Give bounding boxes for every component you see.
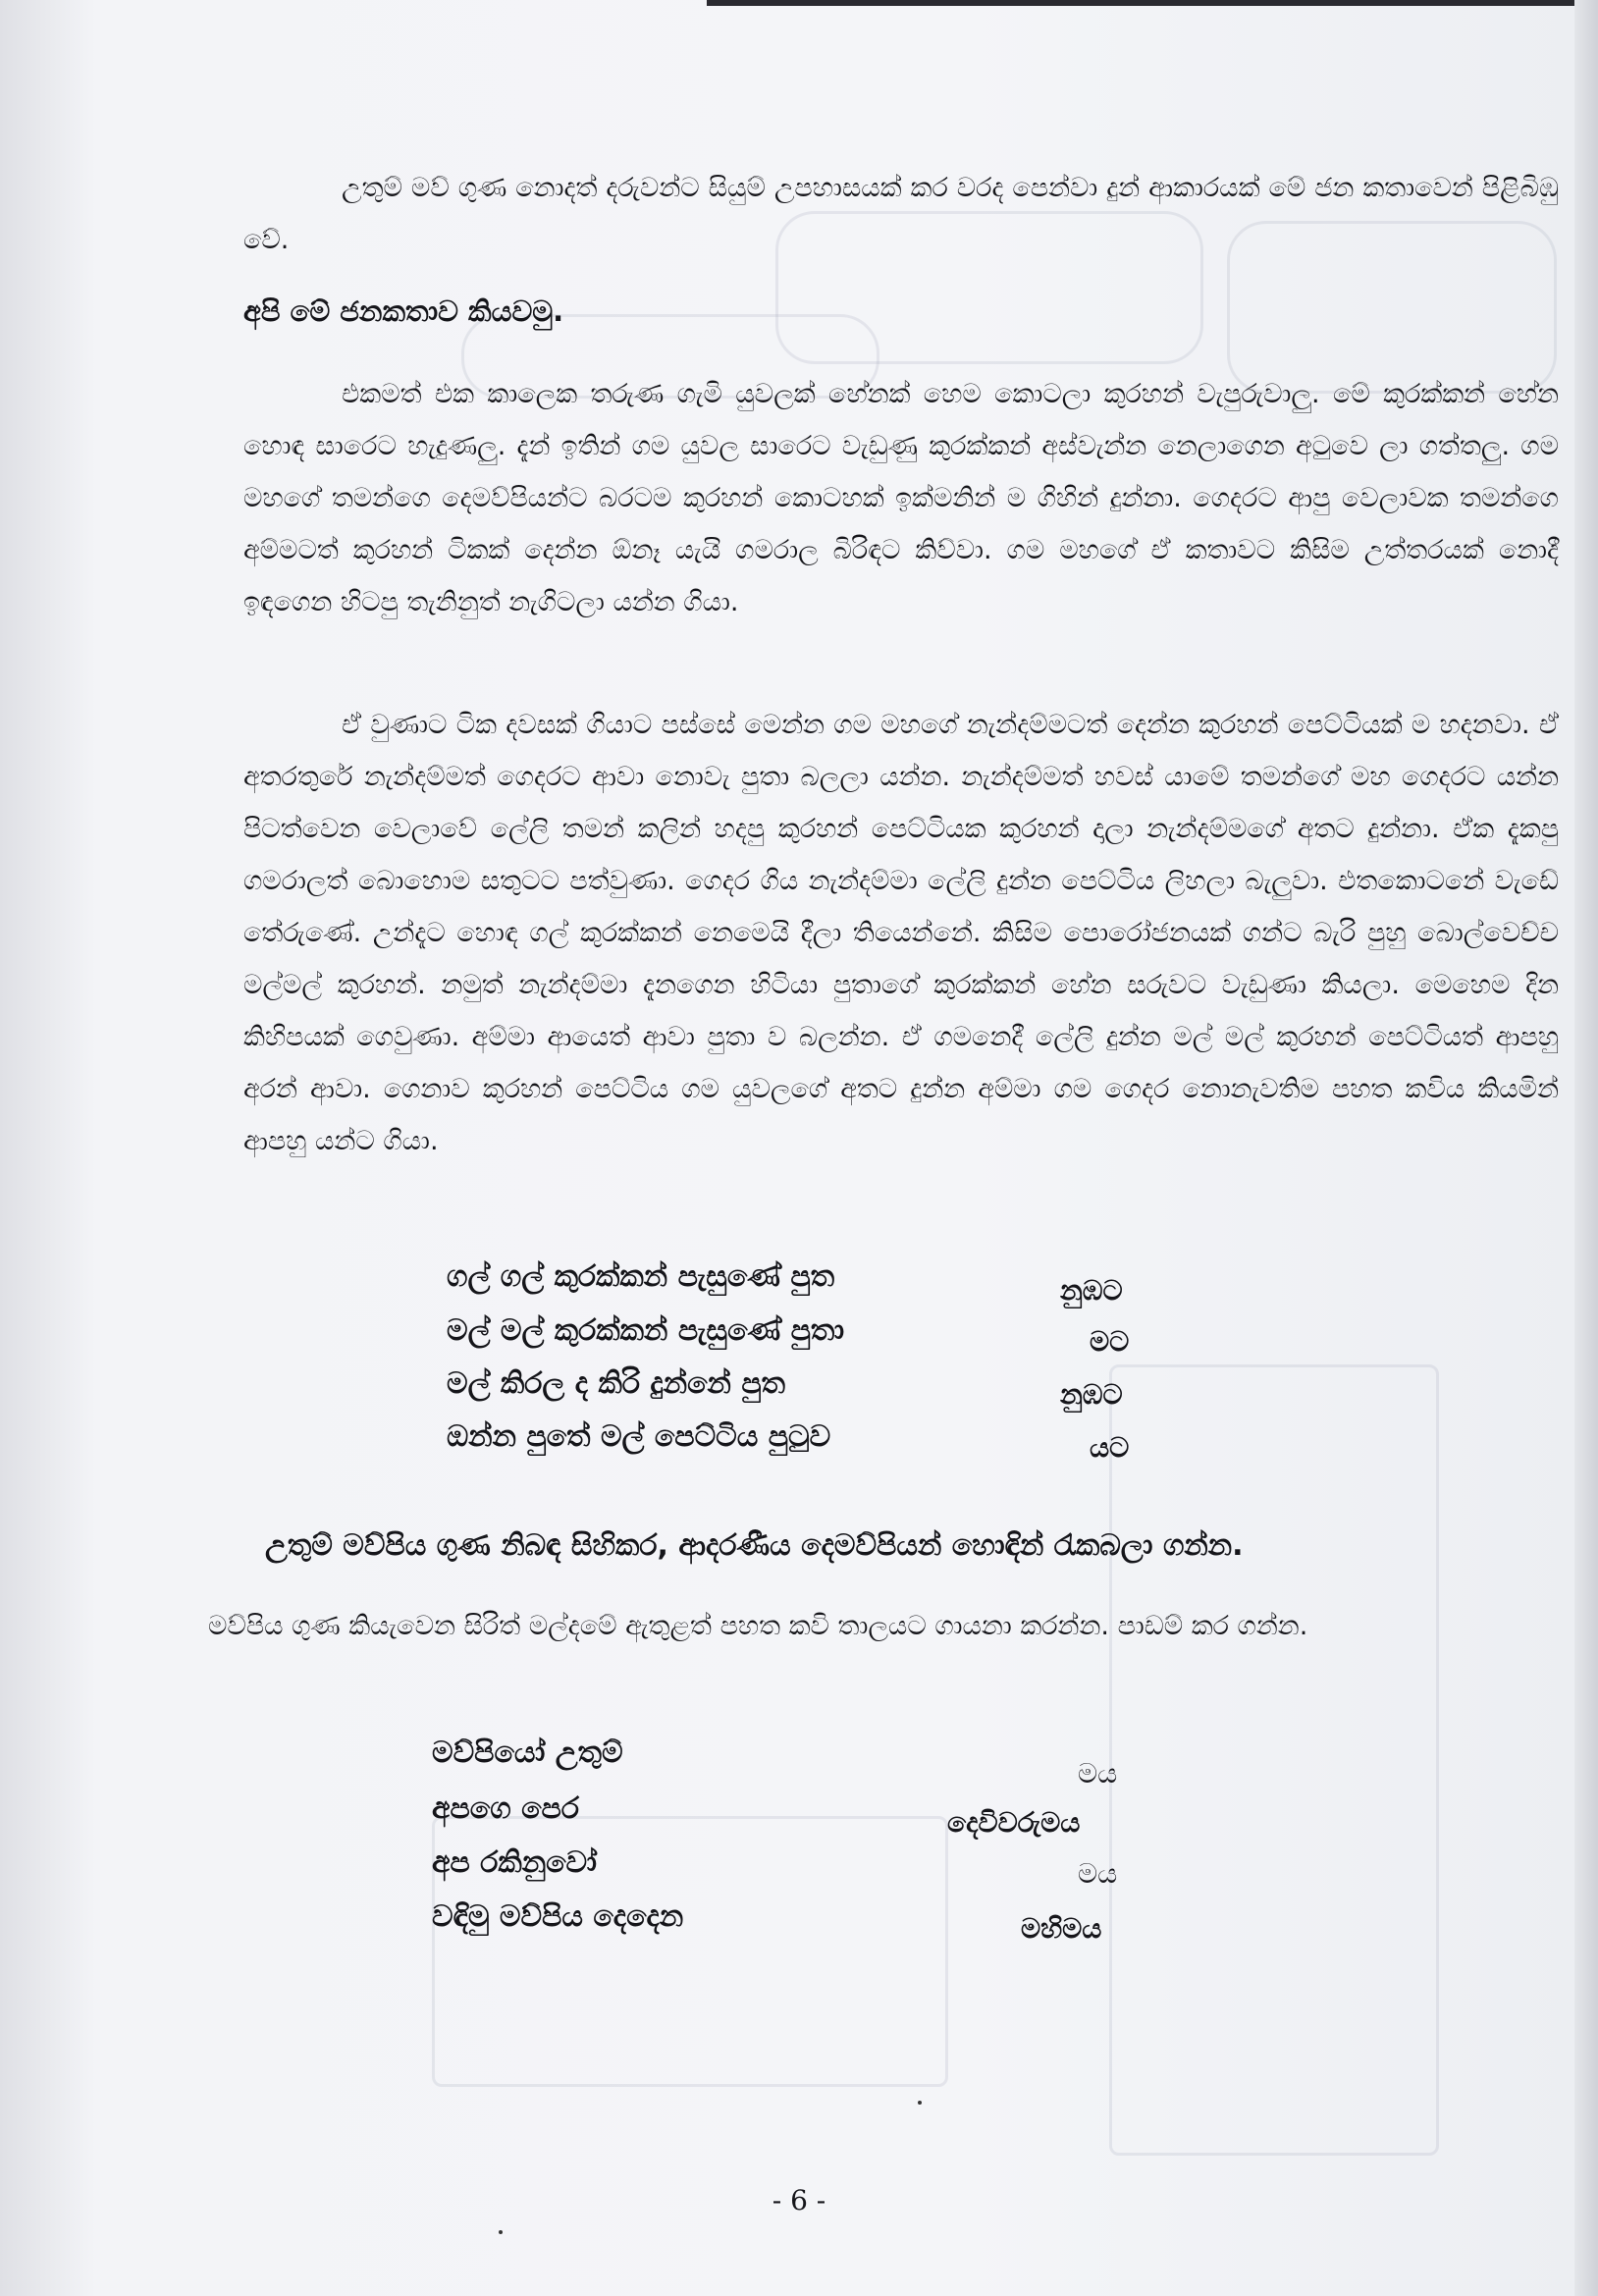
poem-2-line: අප රකිනුවෝ (432, 1845, 597, 1880)
story-paragraph-2: ඒ වුණාට ටික දවසක් ගියාට පස්සේ මෙන්න ගම මහගේ නැන්දම්මටත් දෙන්න කුරහන් පෙට්ටියක් ම හදනවා. ඒ අතරතුරේ නැන්දම්මත් ගෙදරට ආවා නොවැ පුතා බලලා යන්න. නැන්දම්මත් හවස් යාමේ තමන්ගේ මහ ගෙදරට යන්න පිටත්වෙන වෙලාවේ ලේලි තමන් කලින් හදපු කුරහන් පෙට්ටියක කුරහන් දාලා නැන්දම්මගේ අතට දුන්නා. ඒක දැකපු ගමරාලත් බොහොම සතුටට පත්වුණා. ගෙදර ගිය නැන්දම්මා ලේලි දුන්න පෙට්ටිය ලිහලා බැලුවා. එතකොටනේ වැඩේ තේරුණේ. උන්දැට හොඳ ගල් කුරක්කන් නෙමෙයි දීලා තියෙන්නේ. කිසිම පොරෝජනයක් ගන්ට බැරි පුහු බොල්වෙච්ච මල්මල් කුරහන්. නමුත් නැන්දම්මා දැනගෙන හිටියා පුතාගේ කුරක්කන් හේන සරුවට වැඩුණා කියලා. මෙහෙම දින කිහිපයක් ගෙවුණා. අම්මා ආයෙත් ආවා පුතා ව බලන්න. ඒ ගමනෙදී ලේලි දුන්න මල් මල් කුරහන් පෙට්ටියත් ආපහු අරන් ආවා. ගෙනාව කුරහන් පෙට්ටිය ගම යුවලගේ අතට දුන්න අම්මා ගම ගෙදර නොනැවතිම පහත කවිය කියමින් ආපහු යන්ට ගියා. (243, 710, 1559, 1156)
poem-1-line: මල් කිරල ද කිරි දුන්නේ පුත (447, 1366, 785, 1401)
scan-top-edge (707, 0, 1598, 6)
poem-2-line-end: මහිමය (1021, 1912, 1102, 1945)
poem-1-line: ගල් ගල් කුරක්කන් පැසුණේ පුත (447, 1259, 835, 1294)
poem-1-line-end: මට (1090, 1325, 1130, 1358)
scan-speck (918, 2101, 922, 2105)
poem-2-line: මව්පියෝ උතුම් (432, 1735, 623, 1770)
poem-1-line-end: නුඹට (1060, 1378, 1123, 1411)
poem-1-line: ඔන්න පුතේ මල් පෙට්ටිය පුටුව (447, 1419, 831, 1454)
intro-paragraph: උතුම් මව් ගුණ නොදත් දරුවන්ට සියුම් උපහාසයක් කර වරද පෙන්වා දුන් ආකාරයක් මේ ජන කතාවෙන් පිළිබිඹු වේ. (243, 173, 1559, 255)
instruction-paragraph: මව්පිය ගුණ කියැවෙන සිරිත් මල්දමේ ඇතුළත් පහත කවි තාලයට ගායනා කරන්න. පාඩම් කර ගන්න. (208, 1611, 1308, 1641)
show-through-shape (1109, 1364, 1439, 2156)
story-heading: අපි මේ ජනකතාව කියවමු. (243, 294, 564, 328)
poem-1-line: මල් මල් කුරක්කන් පැසුණේ පුතා (447, 1313, 845, 1348)
moral-heading: උතුම් මව්පිය ගුණ නිබඳ සිහිකර, ආදරණීය දෙමව්පියන් හොඳින් රැකබලා ගන්න. (265, 1528, 1244, 1563)
page-number: - 6 - (772, 2184, 826, 2216)
scan-right-edge (1574, 0, 1598, 2296)
poem-2-line-end: මය (1078, 1757, 1118, 1789)
story-paragraph-1: එකමත් එක කාලෙක තරුණ ගැමි යුවලක් හේනක් හෙම කොටලා කුරහන් වැපුරුවාලු. මේ කුරක්කන් හේන හොඳ සාරෙට හැදුණලු. දැන් ඉතින් ගම යුවල සාරෙට වැඩුණු කුරක්කන් අස්වැන්න නෙලාගෙන අටුවෙ ලා ගත්තලු. ගම මහගේ තමන්ගෙ දෙමව්පියන්ට බරටම කුරහන් කොටහක් ඉක්මනින් ම ගිහින් දුන්නා. ගෙදරට ආපු වෙලාවක තමන්ගෙ අම්මටත් කුරහන් ටිකක් දෙන්න ඕනෑ යැයි ගමරාල බිරිඳට කිව්වා. ගම මහගේ ඒ කතාවට කිසිම උත්තරයක් නොදී ඉඳගෙන හිටපු තැනිනුත් නැගිටලා යන්න ගියා. (243, 379, 1559, 617)
poem-1-line-end: නුඹට (1060, 1274, 1123, 1307)
poem-1-line-end: යට (1090, 1431, 1130, 1464)
scan-speck (499, 2230, 503, 2234)
poem-2-line: වඳිමු මව්පිය දෙදෙන (432, 1899, 684, 1934)
poem-2-line-end: දෙවිවරුමය (947, 1806, 1081, 1839)
poem-2-line: අපගෙ පෙර (432, 1791, 579, 1826)
poem-2-line-end: මය (1078, 1857, 1118, 1890)
